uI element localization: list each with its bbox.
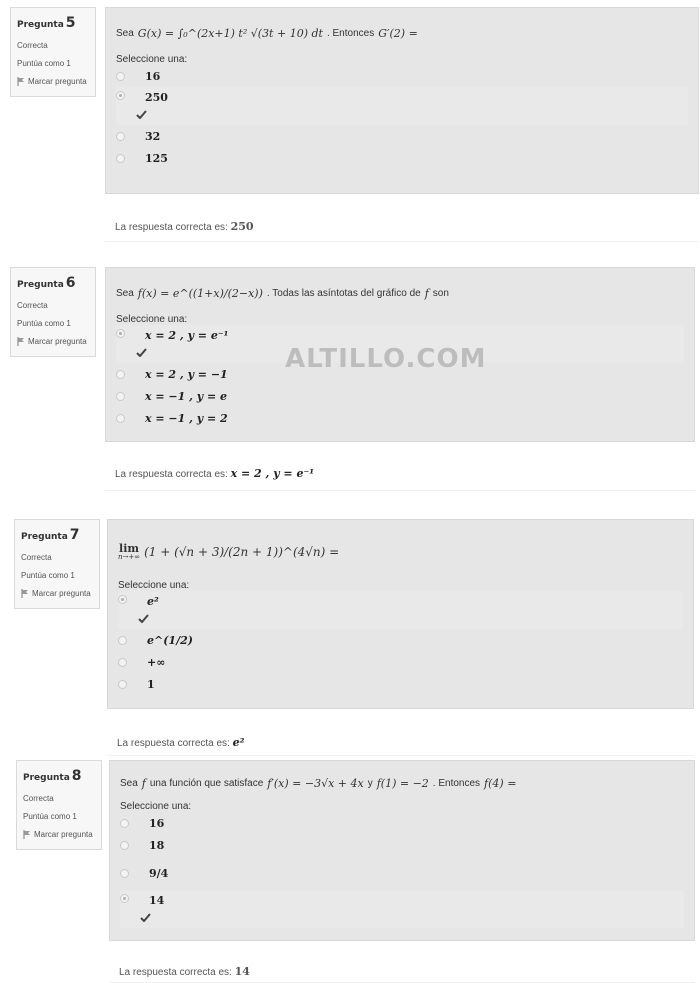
formula: f(x) = e^((1+x)/(2−x)) <box>137 286 263 300</box>
radio-button-selected[interactable] <box>118 595 127 604</box>
question-info <box>16 760 102 850</box>
flag-icon <box>21 589 29 598</box>
radio-button[interactable] <box>116 392 125 401</box>
option-b[interactable]: 250 <box>116 87 688 125</box>
question-status: Correcta <box>17 301 48 310</box>
question-number: 7 <box>69 527 80 543</box>
question-label: Pregunta <box>17 20 64 30</box>
flag-label: Marcar pregunta <box>32 589 91 598</box>
radio-button[interactable] <box>116 154 125 163</box>
correct-answer-value: e² <box>232 736 245 749</box>
radio-button[interactable] <box>120 819 129 828</box>
question-status: Correcta <box>21 553 52 562</box>
formula: (1 + (√n + 3)/(2n + 1))^(4√n) = <box>144 545 340 559</box>
question-number: 5 <box>65 15 76 31</box>
radio-button[interactable] <box>118 658 127 667</box>
radio-button[interactable] <box>118 636 127 645</box>
question-number: 6 <box>65 275 76 291</box>
check-icon <box>138 614 149 623</box>
radio-button[interactable] <box>118 680 127 689</box>
correct-answer-value: 250 <box>230 220 254 233</box>
check-icon <box>140 913 151 922</box>
check-icon <box>136 348 147 357</box>
question-text: Sea G(x) = ∫₀^(2x+1) t² √(3t + 10) dt . Entonces G′(2) = <box>116 26 418 40</box>
flag-icon <box>17 77 25 86</box>
option-d[interactable]: 14 <box>120 890 684 928</box>
question-label: Pregunta <box>17 280 64 290</box>
option-b[interactable]: e^(1/2) <box>118 629 683 651</box>
select-prompt: Seleccione una: <box>118 580 190 591</box>
question-score: Puntúa como 1 <box>17 319 71 328</box>
option-a[interactable]: e² <box>118 591 683 629</box>
question-text: Sea f una función que satisface f′(x) = −3√x + 4x y f(1) = −2 . Entonces f(4) = <box>120 776 517 790</box>
radio-button-selected[interactable] <box>116 329 125 338</box>
option-b[interactable]: 18 <box>120 834 684 856</box>
flag-label: Marcar pregunta <box>34 830 93 839</box>
flag-icon <box>23 830 31 839</box>
radio-button[interactable] <box>116 72 125 81</box>
radio-button[interactable] <box>116 132 125 141</box>
question-content <box>107 519 694 709</box>
flag-question-link[interactable] <box>23 830 95 839</box>
question-label: Pregunta <box>21 532 68 542</box>
option-b[interactable]: x = 2 , y = −1 <box>116 363 684 385</box>
question-score: Puntúa como 1 <box>21 571 75 580</box>
option-a[interactable]: 16 <box>120 812 684 834</box>
question-text <box>118 528 683 576</box>
flag-label: Marcar pregunta <box>28 337 87 346</box>
question-score: Puntúa como 1 <box>17 59 71 68</box>
radio-button[interactable] <box>120 841 129 850</box>
correct-answer: La respuesta correcta es: x = 2 , y = e⁻¹ <box>105 459 695 491</box>
radio-button[interactable] <box>116 370 125 379</box>
question-info <box>14 519 100 609</box>
question-score: Puntúa como 1 <box>23 812 77 821</box>
option-a[interactable]: x = 2 , y = e⁻¹ <box>116 325 684 363</box>
option-d[interactable]: 125 <box>116 147 688 169</box>
flag-question-link[interactable] <box>21 589 93 598</box>
correct-answer-value: x = 2 , y = e⁻¹ <box>230 467 315 480</box>
watermark: ALTILLO.COM <box>285 344 487 374</box>
check-icon <box>136 110 147 119</box>
question-status: Correcta <box>17 41 48 50</box>
option-a[interactable]: 16 <box>116 65 688 87</box>
option-d[interactable]: x = −1 , y = 2 <box>116 407 684 429</box>
flag-label: Marcar pregunta <box>28 77 87 86</box>
limit-word: lim <box>119 542 140 555</box>
option-c[interactable]: 32 <box>116 125 688 147</box>
option-c[interactable]: +∞ <box>118 651 683 673</box>
radio-button-selected[interactable] <box>116 91 125 100</box>
flag-question-link[interactable] <box>17 337 89 346</box>
question-number: 8 <box>71 768 82 784</box>
select-prompt: Seleccione una: <box>120 801 192 812</box>
correct-answer: La respuesta correcta es: 14 <box>109 957 695 983</box>
option-c[interactable]: x = −1 , y = e <box>116 385 684 407</box>
formula: f′(x) = −3√x + 4x <box>267 776 364 790</box>
question-label: Pregunta <box>23 773 70 783</box>
correct-answer-value: 14 <box>234 965 250 978</box>
correct-answer: La respuesta correcta es: e² <box>107 728 694 756</box>
formula: G(x) = ∫₀^(2x+1) t² √(3t + 10) dt <box>137 26 323 40</box>
radio-button[interactable] <box>120 869 129 878</box>
correct-answer: La respuesta correcta es: 250 <box>105 212 699 242</box>
option-d[interactable]: 1 <box>118 673 683 695</box>
radio-button[interactable] <box>116 414 125 423</box>
select-prompt: Seleccione una: <box>116 54 188 65</box>
select-prompt: Seleccione una: <box>116 314 188 325</box>
flag-question-link[interactable] <box>17 77 89 86</box>
radio-button-selected[interactable] <box>120 894 129 903</box>
question-content <box>109 760 695 941</box>
option-c[interactable]: 9/4 <box>120 856 684 890</box>
question-text: Sea f(x) = e^((1+x)/(2−x)) . Todas las asíntotas del gráfico de f son <box>116 286 449 300</box>
question-info <box>10 267 96 357</box>
question-info <box>10 7 96 97</box>
question-status: Correcta <box>23 794 54 803</box>
flag-icon <box>17 337 25 346</box>
limit-subscript: n→+∞ <box>118 553 141 561</box>
question-content <box>105 7 699 194</box>
